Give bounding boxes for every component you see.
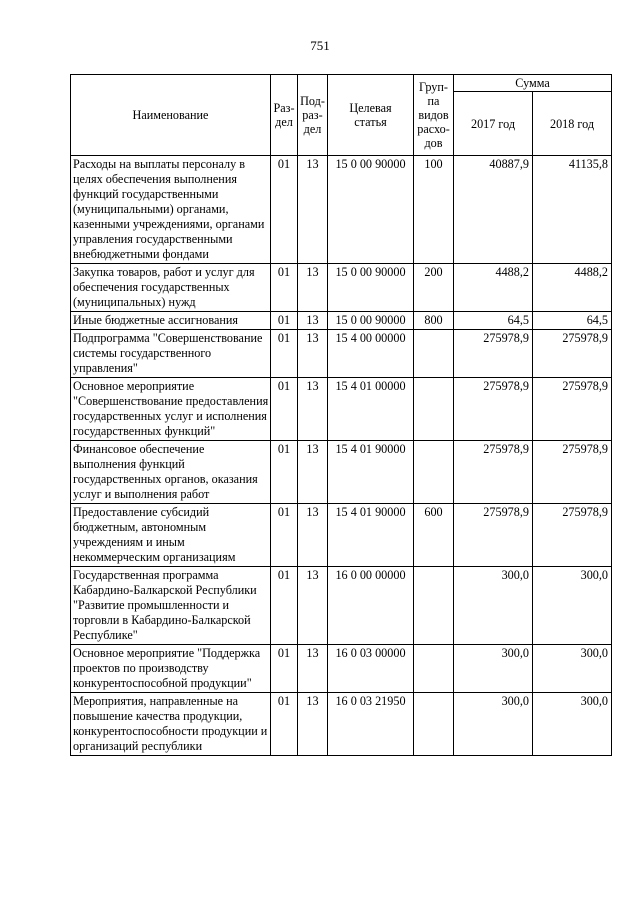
cell-subsection: 13 <box>298 693 328 756</box>
cell-2018: 275978,9 <box>533 378 612 441</box>
cell-subsection: 13 <box>298 441 328 504</box>
table-row <box>71 156 612 264</box>
table-row <box>71 264 612 312</box>
cell-2017: 275978,9 <box>454 378 533 441</box>
table-row <box>71 504 612 567</box>
cell-name: Предоставление субсидий бюджетным, автономным учреждениям и иным некоммерческим организациям <box>71 504 271 567</box>
cell-target: 15 4 01 90000 <box>328 504 414 567</box>
table-row <box>71 441 612 504</box>
cell-subsection: 13 <box>298 645 328 693</box>
header-name: Наименование <box>71 75 271 156</box>
cell-2018: 300,0 <box>533 567 612 645</box>
cell-target: 16 0 00 00000 <box>328 567 414 645</box>
table-row <box>71 378 612 441</box>
page-number: 751 <box>310 38 330 53</box>
cell-subsection: 13 <box>298 567 328 645</box>
cell-section: 01 <box>271 330 298 378</box>
cell-target: 15 4 01 00000 <box>328 378 414 441</box>
table-row <box>71 330 612 378</box>
cell-target: 16 0 03 00000 <box>328 645 414 693</box>
cell-name: Иные бюджетные ассигнования <box>71 312 271 330</box>
cell-subsection: 13 <box>298 330 328 378</box>
table-row <box>71 567 612 645</box>
cell-2018: 275978,9 <box>533 504 612 567</box>
header-subsection: Под- раз- дел <box>298 75 328 156</box>
cell-section: 01 <box>271 441 298 504</box>
cell-subsection: 13 <box>298 504 328 567</box>
cell-name: Основное мероприятие "Совершенствование предоставления государственных услуг и исполнения государственных функций" <box>71 378 271 441</box>
cell-2018: 300,0 <box>533 645 612 693</box>
table-row <box>71 693 612 756</box>
cell-2018: 64,5 <box>533 312 612 330</box>
cell-section: 01 <box>271 645 298 693</box>
cell-subsection: 13 <box>298 378 328 441</box>
cell-section: 01 <box>271 156 298 264</box>
cell-expense-group: 200 <box>414 264 454 312</box>
cell-2017: 275978,9 <box>454 504 533 567</box>
cell-name: Мероприятия, направленные на повышение качества продукции, конкурентоспособности продукции и организаций республики <box>71 693 271 756</box>
cell-2017: 4488,2 <box>454 264 533 312</box>
cell-target: 16 0 03 21950 <box>328 693 414 756</box>
cell-target: 15 4 01 90000 <box>328 441 414 504</box>
cell-target: 15 4 00 00000 <box>328 330 414 378</box>
cell-section: 01 <box>271 264 298 312</box>
cell-name: Государственная программа Кабардино-Балкарской Республики "Развитие промышленности и торговли в Кабардино-Балкарской Республике" <box>71 567 271 645</box>
cell-section: 01 <box>271 378 298 441</box>
cell-2018: 300,0 <box>533 693 612 756</box>
header-expense-group: Груп- па видов расхо- дов <box>414 75 454 156</box>
header-year-2017: 2017 год <box>454 92 533 156</box>
cell-subsection: 13 <box>298 156 328 264</box>
cell-section: 01 <box>271 567 298 645</box>
cell-expense-group <box>414 330 454 378</box>
cell-2017: 275978,9 <box>454 330 533 378</box>
cell-subsection: 13 <box>298 264 328 312</box>
header-section: Раз- дел <box>271 75 298 156</box>
cell-expense-group <box>414 693 454 756</box>
table-row <box>71 645 612 693</box>
cell-subsection: 13 <box>298 312 328 330</box>
cell-section: 01 <box>271 504 298 567</box>
cell-expense-group <box>414 645 454 693</box>
table-body <box>71 156 612 756</box>
cell-2018: 41135,8 <box>533 156 612 264</box>
cell-name: Финансовое обеспечение выполнения функций государственных органов, оказания услуг и выполнения работ <box>71 441 271 504</box>
cell-2017: 275978,9 <box>454 441 533 504</box>
cell-expense-group: 100 <box>414 156 454 264</box>
cell-target: 15 0 00 90000 <box>328 156 414 264</box>
cell-2018: 275978,9 <box>533 330 612 378</box>
budget-table <box>70 74 612 756</box>
cell-name: Расходы на выплаты персоналу в целях обеспечения выполнения функций государственными (муниципальными) органами, казенными учреждениями, органами управления государственными внебюджетными фондами <box>71 156 271 264</box>
cell-name: Закупка товаров, работ и услуг для обеспечения государственных (муниципальных) нужд <box>71 264 271 312</box>
cell-section: 01 <box>271 693 298 756</box>
header-target: Целевая статья <box>328 75 414 156</box>
cell-expense-group <box>414 441 454 504</box>
cell-2018: 4488,2 <box>533 264 612 312</box>
cell-section: 01 <box>271 312 298 330</box>
cell-2017: 300,0 <box>454 645 533 693</box>
cell-name: Основное мероприятие "Поддержка проектов по производству конкурентоспособной продукции" <box>71 645 271 693</box>
cell-expense-group <box>414 567 454 645</box>
cell-expense-group: 600 <box>414 504 454 567</box>
cell-target: 15 0 00 90000 <box>328 264 414 312</box>
table-row <box>71 312 612 330</box>
cell-name: Подпрограмма "Совершенствование системы государственного управления" <box>71 330 271 378</box>
cell-expense-group <box>414 378 454 441</box>
header-year-2018: 2018 год <box>533 92 612 156</box>
cell-2017: 300,0 <box>454 567 533 645</box>
cell-2018: 275978,9 <box>533 441 612 504</box>
header-sum: Сумма <box>454 75 612 92</box>
cell-expense-group: 800 <box>414 312 454 330</box>
cell-2017: 40887,9 <box>454 156 533 264</box>
cell-2017: 300,0 <box>454 693 533 756</box>
cell-target: 15 0 00 90000 <box>328 312 414 330</box>
cell-2017: 64,5 <box>454 312 533 330</box>
